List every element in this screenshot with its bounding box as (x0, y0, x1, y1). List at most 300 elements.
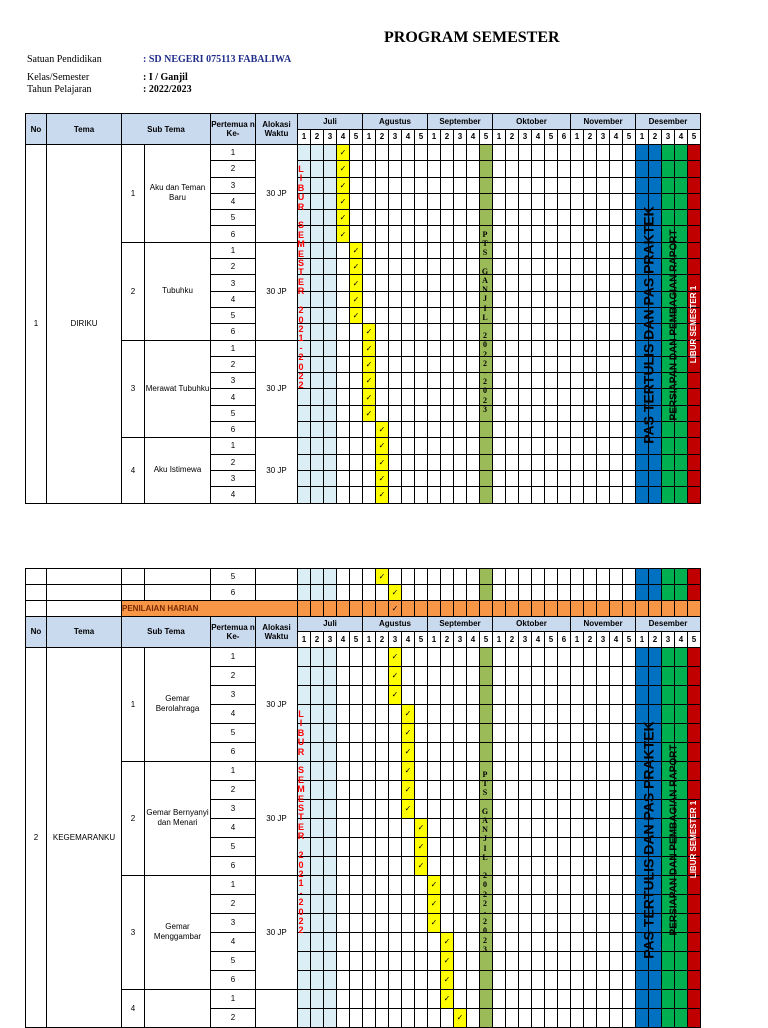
week-cell (454, 422, 467, 438)
week-cell (324, 799, 337, 818)
week-cell (402, 685, 415, 704)
week-cell (389, 291, 402, 307)
week-cell (428, 242, 441, 258)
week-cell (610, 356, 623, 372)
week-cell (363, 856, 376, 875)
week-cell (337, 932, 350, 951)
week-cell (623, 275, 636, 291)
week-cell (506, 585, 519, 601)
week-cell (428, 340, 441, 356)
week-cell (311, 894, 324, 913)
week-cell (402, 405, 415, 421)
week-cell (558, 837, 571, 856)
week-cell (623, 837, 636, 856)
pertemuan-no: 5 (211, 210, 256, 226)
week-cell (480, 470, 493, 486)
week-cell (584, 226, 597, 242)
week-cell (532, 704, 545, 723)
week-cell (311, 356, 324, 372)
pertemuan-no: 3 (211, 373, 256, 389)
week-cell (454, 704, 467, 723)
week-cell (571, 780, 584, 799)
week-cell (428, 799, 441, 818)
pertemuan-no: 2 (211, 454, 256, 470)
week-header: 4 (610, 129, 623, 145)
week-cell (454, 389, 467, 405)
week-cell (324, 894, 337, 913)
week-cell (610, 193, 623, 209)
week-cell (376, 193, 389, 209)
week-cell (454, 894, 467, 913)
week-cell (298, 685, 311, 704)
week-cell (467, 742, 480, 761)
tema-no: 1 (26, 145, 47, 504)
month-header: Desember (636, 616, 701, 632)
week-cell (441, 210, 454, 226)
week-cell (610, 647, 623, 666)
week-cell (454, 685, 467, 704)
week-cell (441, 875, 454, 894)
month-header: Juli (298, 616, 363, 632)
week-cell (298, 585, 311, 601)
week-cell (389, 324, 402, 340)
week-cell (532, 226, 545, 242)
week-cell (493, 291, 506, 307)
week-cell (532, 487, 545, 503)
week-cell (558, 601, 571, 617)
week-cell (298, 647, 311, 666)
week-header: 2 (441, 129, 454, 145)
blank-cell (26, 585, 47, 601)
week-cell (350, 585, 363, 601)
week-cell (493, 856, 506, 875)
week-cell (467, 242, 480, 258)
pertemuan-no: 1 (211, 438, 256, 454)
week-cell (532, 894, 545, 913)
week-cell (610, 856, 623, 875)
week-cell (610, 177, 623, 193)
week-cell (506, 913, 519, 932)
week-check: ✓ (363, 340, 376, 356)
week-cell (363, 799, 376, 818)
week-cell (428, 161, 441, 177)
week-cell (545, 601, 558, 617)
week-cell (584, 601, 597, 617)
week-cell (428, 970, 441, 989)
week-cell (584, 666, 597, 685)
week-cell (506, 161, 519, 177)
week-cell (532, 685, 545, 704)
week-cell (324, 666, 337, 685)
week-cell (454, 585, 467, 601)
week-cell (350, 470, 363, 486)
week-cell (350, 193, 363, 209)
week-cell (363, 569, 376, 585)
week-cell (558, 585, 571, 601)
week-cell (571, 685, 584, 704)
week-cell (454, 856, 467, 875)
week-cell (597, 837, 610, 856)
week-cell (389, 1008, 402, 1027)
week-cell (467, 723, 480, 742)
week-cell (584, 454, 597, 470)
week-cell (623, 585, 636, 601)
week-cell (480, 704, 493, 723)
week-cell (480, 145, 493, 161)
week-cell (350, 601, 363, 617)
week-cell (467, 704, 480, 723)
week-cell (363, 454, 376, 470)
week-cell (441, 723, 454, 742)
schedule-row (26, 145, 701, 161)
week-header: 6 (558, 129, 571, 145)
week-cell (402, 837, 415, 856)
week-cell (311, 454, 324, 470)
subtema-no: 1 (122, 145, 145, 243)
week-cell (545, 685, 558, 704)
week-cell (519, 585, 532, 601)
week-cell (350, 875, 363, 894)
week-cell (311, 438, 324, 454)
week-header: 1 (298, 129, 311, 145)
week-cell (311, 470, 324, 486)
week-cell (558, 875, 571, 894)
week-cell (376, 210, 389, 226)
week-check: ✓ (389, 666, 402, 685)
schedule-row (26, 340, 701, 356)
week-cell (350, 454, 363, 470)
week-cell (558, 761, 571, 780)
week-cell (532, 647, 545, 666)
week-cell (597, 259, 610, 275)
week-cell (415, 340, 428, 356)
blank-cell (26, 569, 47, 585)
pertemuan-no: 6 (211, 226, 256, 242)
week-cell (545, 742, 558, 761)
week-cell (571, 742, 584, 761)
week-cell (324, 837, 337, 856)
week-cell (441, 704, 454, 723)
alokasi-waktu: 30 JP (256, 438, 298, 503)
week-cell (532, 666, 545, 685)
week-cell (623, 438, 636, 454)
week-cell (298, 601, 311, 617)
week-cell (467, 875, 480, 894)
week-cell (610, 761, 623, 780)
week-cell (441, 307, 454, 323)
week-cell (519, 145, 532, 161)
week-cell (402, 894, 415, 913)
week-cell (519, 647, 532, 666)
week-cell (597, 761, 610, 780)
week-cell (506, 226, 519, 242)
week-cell (493, 894, 506, 913)
week-cell (610, 818, 623, 837)
week-cell (519, 601, 532, 617)
week-cell (402, 875, 415, 894)
week-cell (610, 875, 623, 894)
week-cell (311, 780, 324, 799)
week-header: 3 (597, 129, 610, 145)
week-cell (662, 569, 675, 585)
week-cell (610, 704, 623, 723)
week-cell (350, 856, 363, 875)
week-cell (558, 291, 571, 307)
week-cell (597, 210, 610, 226)
subtema-name (145, 989, 211, 1027)
pertemuan-no: 4 (211, 389, 256, 405)
week-cell (597, 647, 610, 666)
week-cell (571, 601, 584, 617)
pertemuan-no: 5 (211, 951, 256, 970)
week-cell (402, 454, 415, 470)
week-cell (623, 307, 636, 323)
week-cell (337, 723, 350, 742)
pertemuan-no: 2 (211, 666, 256, 685)
week-cell (324, 487, 337, 503)
week-cell (337, 242, 350, 258)
week-cell (519, 161, 532, 177)
week-cell (532, 569, 545, 585)
week-cell (428, 1008, 441, 1027)
week-check: ✓ (350, 275, 363, 291)
pertemuan-no: 4 (211, 704, 256, 723)
week-cell (337, 799, 350, 818)
week-cell (571, 145, 584, 161)
week-cell (519, 324, 532, 340)
week-cell (441, 569, 454, 585)
week-cell (532, 1008, 545, 1027)
week-cell (493, 487, 506, 503)
week-cell (337, 487, 350, 503)
week-cell (311, 647, 324, 666)
week-header: 4 (337, 129, 350, 145)
week-cell (324, 161, 337, 177)
week-cell (519, 742, 532, 761)
week-cell (610, 291, 623, 307)
week-cell (584, 422, 597, 438)
week-cell (428, 487, 441, 503)
week-cell (428, 405, 441, 421)
week-cell (337, 324, 350, 340)
week-cell (454, 932, 467, 951)
week-cell (532, 780, 545, 799)
week-cell (402, 356, 415, 372)
week-cell (467, 799, 480, 818)
week-cell (467, 685, 480, 704)
week-cell (493, 666, 506, 685)
week-cell (610, 161, 623, 177)
week-cell (610, 422, 623, 438)
week-cell (311, 585, 324, 601)
pertemuan-no: 2 (211, 780, 256, 799)
schedule-row (26, 989, 701, 1008)
week-cell (467, 161, 480, 177)
week-cell (493, 799, 506, 818)
week-cell (428, 226, 441, 242)
week-cell (558, 356, 571, 372)
week-cell (519, 487, 532, 503)
week-cell (662, 585, 675, 601)
week-cell (311, 818, 324, 837)
week-header: 1 (571, 632, 584, 648)
week-cell (428, 177, 441, 193)
week-cell (311, 704, 324, 723)
week-cell (415, 259, 428, 275)
week-cell (532, 856, 545, 875)
week-header: 4 (532, 632, 545, 648)
week-cell (415, 454, 428, 470)
week-header: 5 (415, 129, 428, 145)
week-cell (597, 913, 610, 932)
week-cell (519, 454, 532, 470)
week-cell (597, 818, 610, 837)
week-cell (389, 307, 402, 323)
subtema-no: 2 (122, 242, 145, 340)
week-cell (545, 704, 558, 723)
week-cell (610, 405, 623, 421)
week-cell (376, 275, 389, 291)
week-cell (389, 193, 402, 209)
week-cell (545, 470, 558, 486)
week-cell (311, 226, 324, 242)
week-cell (428, 856, 441, 875)
week-check: ✓ (402, 780, 415, 799)
pertemuan-no: 4 (211, 487, 256, 503)
week-cell (597, 454, 610, 470)
week-cell (298, 422, 311, 438)
week-cell (441, 761, 454, 780)
week-check: ✓ (363, 389, 376, 405)
week-cell (506, 373, 519, 389)
week-cell (493, 913, 506, 932)
week-cell (324, 932, 337, 951)
week-cell (311, 193, 324, 209)
week-cell (363, 487, 376, 503)
week-cell (363, 438, 376, 454)
week-check: ✓ (376, 487, 389, 503)
week-cell (363, 723, 376, 742)
week-cell (311, 161, 324, 177)
week-cell (441, 647, 454, 666)
week-cell (571, 340, 584, 356)
week-cell (337, 704, 350, 723)
week-cell (467, 913, 480, 932)
week-cell (493, 193, 506, 209)
week-cell (389, 242, 402, 258)
alokasi-waktu: 30 JP (256, 340, 298, 438)
subtema-no: 2 (122, 761, 145, 875)
week-cell (311, 951, 324, 970)
week-cell (558, 704, 571, 723)
week-cell (441, 193, 454, 209)
week-cell (623, 389, 636, 405)
week-cell (441, 742, 454, 761)
week-check: ✓ (350, 291, 363, 307)
week-cell (350, 161, 363, 177)
week-cell (376, 837, 389, 856)
week-header: 5 (350, 632, 363, 648)
week-cell (389, 275, 402, 291)
week-cell (363, 193, 376, 209)
week-cell (571, 324, 584, 340)
week-cell (519, 856, 532, 875)
week-check: ✓ (337, 193, 350, 209)
week-cell (311, 601, 324, 617)
week-cell (389, 438, 402, 454)
week-cell (467, 145, 480, 161)
month-header: September (428, 616, 493, 632)
week-cell (506, 177, 519, 193)
week-cell (623, 145, 636, 161)
week-cell (441, 226, 454, 242)
week-cell (584, 470, 597, 486)
week-cell (311, 685, 324, 704)
week-cell (623, 242, 636, 258)
week-cell (623, 373, 636, 389)
week-cell (311, 875, 324, 894)
week-cell (584, 780, 597, 799)
week-cell (610, 601, 623, 617)
week-cell (623, 970, 636, 989)
week-cell (597, 324, 610, 340)
week-cell (623, 487, 636, 503)
week-cell (376, 932, 389, 951)
week-cell (389, 875, 402, 894)
week-cell (428, 742, 441, 761)
blank-cell (47, 601, 122, 617)
week-cell (350, 487, 363, 503)
week-header: 3 (454, 129, 467, 145)
week-cell (415, 275, 428, 291)
week-cell (350, 742, 363, 761)
subtema-name: Aku Istimewa (145, 438, 211, 503)
week-check: ✓ (376, 569, 389, 585)
blank-cell (26, 601, 47, 617)
week-cell (519, 569, 532, 585)
week-cell (389, 470, 402, 486)
week-cell (298, 470, 311, 486)
week-cell (532, 932, 545, 951)
week-cell (610, 470, 623, 486)
week-check: ✓ (389, 585, 402, 601)
week-cell (298, 569, 311, 585)
week-cell (376, 780, 389, 799)
week-cell (558, 723, 571, 742)
week-cell (610, 438, 623, 454)
week-cell (506, 487, 519, 503)
week-cell (519, 875, 532, 894)
week-cell (467, 601, 480, 617)
week-cell (623, 666, 636, 685)
week-check: ✓ (402, 761, 415, 780)
week-cell (493, 989, 506, 1008)
week-cell (571, 487, 584, 503)
week-cell (545, 837, 558, 856)
week-cell (428, 601, 441, 617)
value-tahun: : 2022/2023 (143, 84, 192, 95)
week-cell (324, 307, 337, 323)
week-cell (428, 585, 441, 601)
week-cell (558, 340, 571, 356)
week-cell (623, 1008, 636, 1027)
week-cell (337, 913, 350, 932)
week-cell (402, 951, 415, 970)
pertemuan-no: 3 (211, 177, 256, 193)
value-kelas: : I / Ganjil (143, 72, 188, 83)
week-check: ✓ (402, 723, 415, 742)
week-header: 1 (363, 632, 376, 648)
